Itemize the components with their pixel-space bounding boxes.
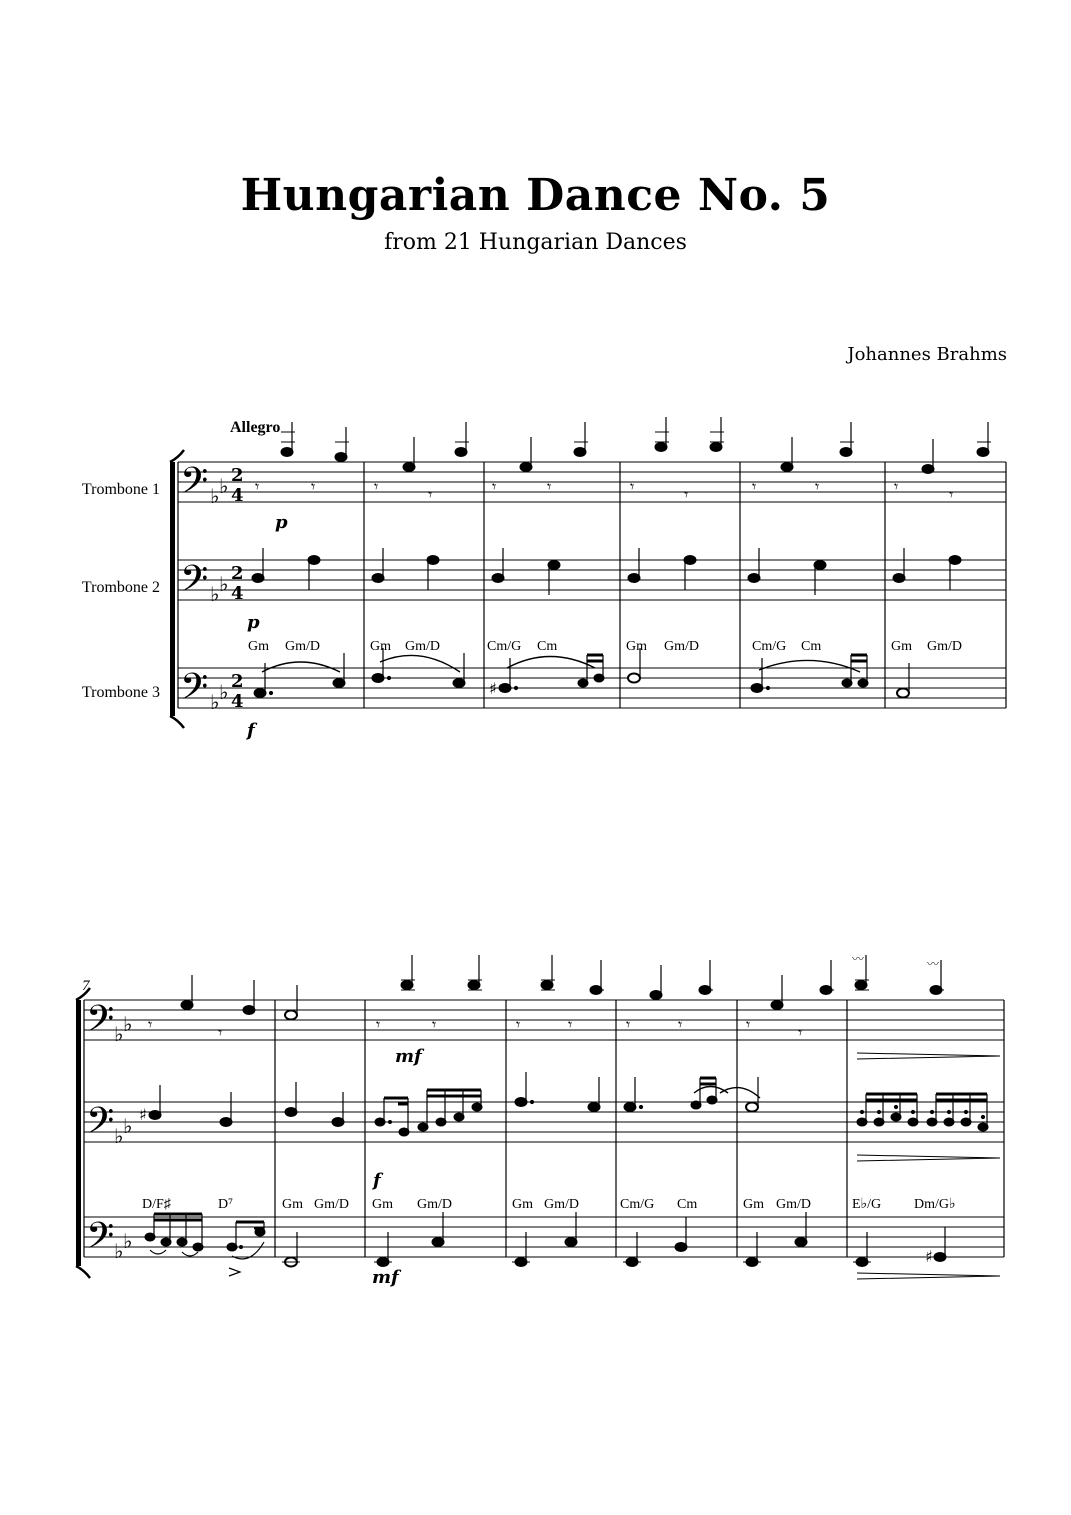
svg-text:♯: ♯ [139,1105,147,1124]
svg-text:♭: ♭ [210,690,220,714]
svg-text:Gm: Gm [626,639,647,654]
svg-text:𝄾: 𝄾 [255,477,260,496]
svg-text:𝄢: 𝄢 [180,666,209,717]
staff-trombone-1 [178,462,1006,502]
svg-text:♭: ♭ [123,1229,133,1253]
svg-text:4: 4 [231,583,244,604]
svg-text:Gm: Gm [370,639,391,654]
svg-text:𝄾: 𝄾 [547,477,552,496]
svg-text:♯: ♯ [489,679,497,698]
svg-text:𝄾: 𝄾 [678,1015,683,1034]
svg-text:Gm: Gm [282,1197,303,1212]
svg-text:𝄾: 𝄾 [752,477,757,496]
svg-text:𝄾: 𝄾 [374,477,379,496]
staff-trombone-3 [178,668,1006,708]
key-signature-system-2 [114,1012,132,1263]
svg-text:♭: ♭ [210,582,220,606]
svg-text:♭: ♭ [219,572,229,596]
svg-text:𝄾: 𝄾 [684,485,689,504]
svg-text:4: 4 [231,485,244,506]
system-2 [76,952,1004,1288]
svg-text:𝄾: 𝄾 [311,477,316,496]
barlines-system-2 [275,1000,1004,1257]
chord-symbols-system-1 [248,639,962,654]
time-signature [231,465,244,712]
svg-text:𝄾: 𝄾 [630,477,635,496]
svg-text:♭: ♭ [123,1012,133,1036]
dynamic-trombone-1: p [275,512,288,533]
svg-text:♯: ♯ [925,1247,933,1266]
svg-text:𝄾: 𝄾 [894,477,899,496]
svg-text:𝄾: 𝄾 [432,1015,437,1034]
score-subtitle: from 21 Hungarian Dances [384,230,687,255]
trombone-3-notes-system-1 [254,648,909,698]
svg-text:Gm/D: Gm/D [927,639,962,654]
svg-text:Cm/G: Cm/G [487,639,522,654]
svg-text:4: 4 [231,691,244,712]
bass-clef-staff-1 [180,460,208,511]
svg-text:Cm: Cm [677,1197,698,1212]
svg-text:𝄾: 𝄾 [492,477,497,496]
system-1 [82,417,1006,741]
svg-text:𝄢: 𝄢 [180,558,209,609]
chord-symbols-system-2 [142,1197,956,1212]
svg-text:Gm: Gm [512,1197,533,1212]
svg-text:𝄾: 𝄾 [949,485,954,504]
svg-text:Cm: Cm [537,639,558,654]
composer-name: Johannes Brahms [847,344,1007,365]
svg-text:Gm/D: Gm/D [285,639,320,654]
svg-text:𝄾: 𝄾 [428,485,433,504]
svg-text:Gm/D: Gm/D [405,639,440,654]
svg-text:2: 2 [231,671,244,692]
svg-text:♭: ♭ [219,680,229,704]
svg-text:E♭/G: E♭/G [852,1197,882,1212]
svg-text:𝄾: 𝄾 [516,1015,521,1034]
instrument-label-trombone-1: Trombone 1 [81,481,160,498]
svg-text:𝄾: 𝄾 [626,1015,631,1034]
svg-text:Gm/D: Gm/D [776,1197,811,1212]
trombone-1-notes-system-2 [148,952,1000,1059]
svg-text:〰: 〰 [852,952,865,966]
svg-text:♭: ♭ [210,484,220,508]
trombone-2-notes-system-1 [252,548,961,595]
instrument-label-trombone-2: Trombone 2 [81,579,160,596]
svg-text:D⁷: D⁷ [218,1197,233,1212]
svg-text:𝄾: 𝄾 [148,1015,153,1034]
svg-text:D/F♯: D/F♯ [142,1197,171,1212]
bass-clef-staff-3 [180,666,208,717]
svg-text:2: 2 [231,563,244,584]
svg-text:𝄾: 𝄾 [376,1015,381,1034]
svg-text:Dm/G♭: Dm/G♭ [914,1197,956,1212]
svg-text:Cm/G: Cm/G [752,639,787,654]
bar-number: 7 [82,978,90,994]
trombone-1-notes-system-1 [255,417,991,504]
clefs-system-2 [86,998,114,1266]
dynamic-trombone-3-system-2: mf [372,1267,399,1288]
bass-clef-staff-2 [180,558,208,609]
trombone-3-notes-system-2 [145,1212,1000,1279]
svg-text:Cm/G: Cm/G [620,1197,655,1212]
svg-text:♭: ♭ [114,1239,124,1263]
svg-text:Gm: Gm [372,1197,393,1212]
svg-text:𝄢: 𝄢 [86,998,115,1049]
svg-text:♭: ♭ [114,1124,124,1148]
svg-text:𝄾: 𝄾 [218,1023,223,1042]
svg-text:𝄢: 𝄢 [86,1100,115,1151]
staff-trombone-3-system-2 [84,1217,1004,1257]
svg-text:Gm/D: Gm/D [664,639,699,654]
dynamic-trombone-1-system-2: mf [395,1046,422,1067]
trombone-2-notes-system-2 [139,1072,1000,1161]
staff-trombone-2 [178,560,1006,600]
svg-text:Gm: Gm [248,639,269,654]
score-title: Hungarian Dance No. 5 [240,170,831,221]
svg-text:𝄾: 𝄾 [815,477,820,496]
svg-text:Gm/D: Gm/D [417,1197,452,1212]
svg-text:Cm: Cm [801,639,822,654]
svg-text:𝄾: 𝄾 [798,1023,803,1042]
svg-text:𝄾: 𝄾 [746,1015,751,1034]
svg-text:〰: 〰 [927,957,940,971]
svg-text:𝄢: 𝄢 [180,460,209,511]
svg-text:Gm/D: Gm/D [544,1197,579,1212]
svg-text:𝄾: 𝄾 [568,1015,573,1034]
svg-text:2: 2 [231,465,244,486]
tempo-marking: Allegro [230,419,281,436]
dynamic-trombone-2-system-2: f [373,1170,381,1191]
svg-text:Gm: Gm [891,639,912,654]
dynamic-trombone-2: p [247,612,260,633]
instrument-label-trombone-3: Trombone 3 [81,684,160,701]
svg-text:♭: ♭ [219,474,229,498]
svg-text:𝄢: 𝄢 [86,1215,115,1266]
dynamic-trombone-3: f [247,720,255,741]
svg-text:Gm/D: Gm/D [314,1197,349,1212]
svg-text:♭: ♭ [114,1022,124,1046]
svg-text:♭: ♭ [123,1114,133,1138]
svg-text:Gm: Gm [743,1197,764,1212]
